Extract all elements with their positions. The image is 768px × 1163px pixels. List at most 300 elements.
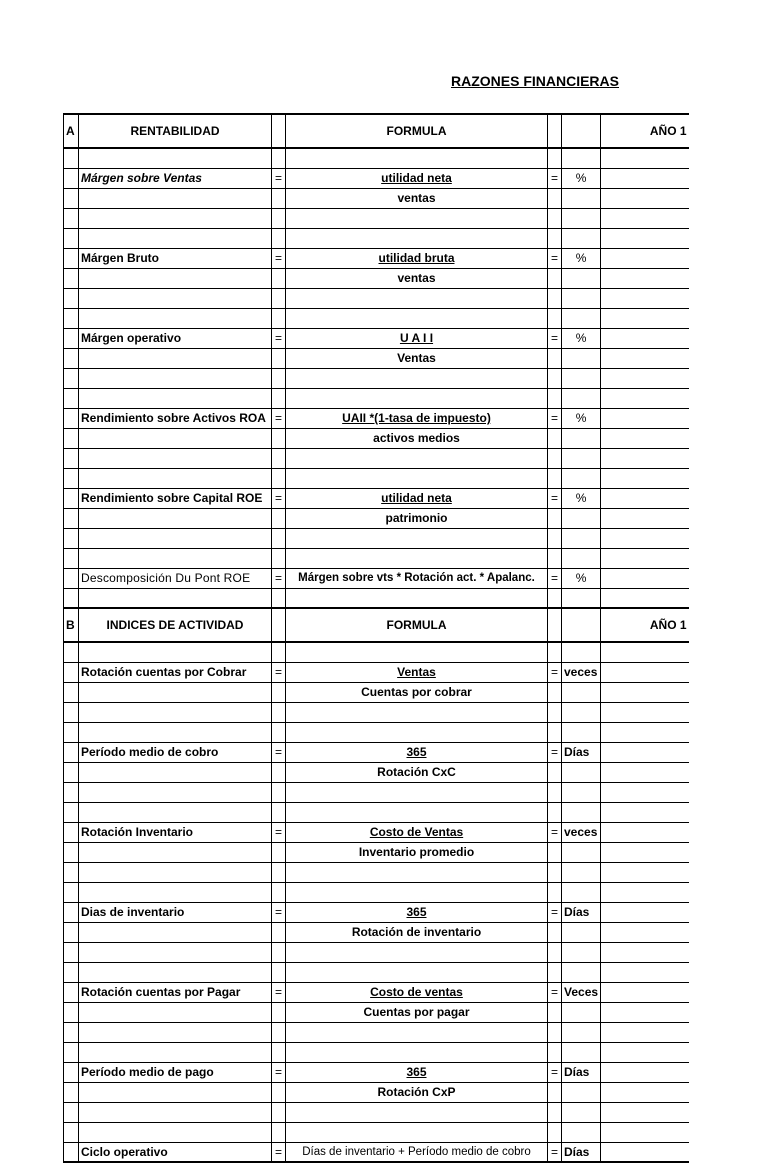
formula-heading[interactable]: FORMULA xyxy=(286,608,548,642)
sheet-cell[interactable] xyxy=(272,922,286,942)
sheet-cell[interactable] xyxy=(548,608,562,642)
sheet-cell[interactable] xyxy=(286,588,548,608)
sheet-cell[interactable] xyxy=(562,782,601,802)
sheet-cell[interactable] xyxy=(562,702,601,722)
sheet-cell[interactable] xyxy=(79,528,272,548)
ratio-unit[interactable]: Días xyxy=(562,902,601,922)
ratio-formula[interactable]: Días de inventario + Período medio de cobro xyxy=(286,1142,548,1162)
sheet-cell[interactable] xyxy=(562,588,601,608)
sheet-cell[interactable] xyxy=(64,468,79,488)
sheet-cell[interactable] xyxy=(601,762,689,782)
sheet-cell[interactable] xyxy=(548,762,562,782)
ratio-denominator[interactable]: patrimonio xyxy=(286,508,548,528)
sheet-cell[interactable] xyxy=(548,802,562,822)
ratio-denominator[interactable]: Ventas xyxy=(286,348,548,368)
sheet-cell[interactable] xyxy=(272,682,286,702)
ratio-name[interactable]: Rendimiento sobre Capital ROE xyxy=(79,488,272,508)
sheet-cell[interactable] xyxy=(562,528,601,548)
sheet-cell[interactable] xyxy=(79,1002,272,1022)
ratio-denominator[interactable]: Rotación de inventario xyxy=(286,922,548,942)
sheet-cell[interactable] xyxy=(548,782,562,802)
sheet-cell[interactable] xyxy=(601,882,689,902)
sheet-cell[interactable] xyxy=(562,268,601,288)
sheet-cell[interactable] xyxy=(286,368,548,388)
year-value[interactable] xyxy=(601,328,689,348)
sheet-cell[interactable] xyxy=(79,962,272,982)
sheet-cell[interactable] xyxy=(548,1002,562,1022)
ratio-numerator[interactable]: 365 xyxy=(286,902,548,922)
sheet-cell[interactable] xyxy=(562,428,601,448)
sheet-cell[interactable] xyxy=(79,642,272,662)
sheet-cell[interactable] xyxy=(272,762,286,782)
sheet-cell[interactable] xyxy=(562,802,601,822)
sheet-cell[interactable] xyxy=(548,368,562,388)
ratio-unit[interactable]: Días xyxy=(562,1062,601,1082)
sheet-cell[interactable] xyxy=(548,702,562,722)
sheet-cell[interactable] xyxy=(548,842,562,862)
sheet-cell[interactable] xyxy=(64,348,79,368)
sheet-cell[interactable] xyxy=(64,1062,79,1082)
sheet-cell[interactable] xyxy=(562,188,601,208)
sheet-cell[interactable] xyxy=(79,1082,272,1102)
sheet-cell[interactable] xyxy=(562,1042,601,1062)
sheet-cell[interactable] xyxy=(79,842,272,862)
sheet-cell[interactable] xyxy=(286,782,548,802)
equals-sign[interactable]: = xyxy=(272,1142,286,1162)
sheet-cell[interactable] xyxy=(562,1082,601,1102)
sheet-cell[interactable] xyxy=(286,228,548,248)
ratio-name[interactable]: Márgen Bruto xyxy=(79,248,272,268)
sheet-cell[interactable] xyxy=(601,722,689,742)
sheet-cell[interactable] xyxy=(272,588,286,608)
sheet-cell[interactable] xyxy=(79,588,272,608)
sheet-cell[interactable] xyxy=(601,308,689,328)
ratio-denominator[interactable]: Cuentas por pagar xyxy=(286,1002,548,1022)
sheet-cell[interactable] xyxy=(548,188,562,208)
equals-sign[interactable]: = xyxy=(548,1142,562,1162)
sheet-cell[interactable] xyxy=(286,528,548,548)
ratio-unit[interactable]: % xyxy=(562,168,601,188)
sheet-cell[interactable] xyxy=(79,862,272,882)
sheet-cell[interactable] xyxy=(64,1142,79,1162)
sheet-cell[interactable] xyxy=(64,508,79,528)
sheet-cell[interactable] xyxy=(64,802,79,822)
sheet-cell[interactable] xyxy=(64,1102,79,1122)
sheet-cell[interactable] xyxy=(64,1002,79,1022)
sheet-cell[interactable] xyxy=(286,1042,548,1062)
sheet-cell[interactable] xyxy=(79,308,272,328)
sheet-cell[interactable] xyxy=(601,548,689,568)
sheet-cell[interactable] xyxy=(562,642,601,662)
sheet-cell[interactable] xyxy=(272,548,286,568)
sheet-cell[interactable] xyxy=(272,942,286,962)
sheet-cell[interactable] xyxy=(548,148,562,168)
equals-sign[interactable]: = xyxy=(548,568,562,588)
ratio-denominator[interactable]: Rotación CxC xyxy=(286,762,548,782)
sheet-cell[interactable] xyxy=(79,762,272,782)
year-value[interactable] xyxy=(601,982,689,1002)
sheet-cell[interactable] xyxy=(272,608,286,642)
year-value[interactable] xyxy=(601,568,689,588)
ratio-unit[interactable]: % xyxy=(562,488,601,508)
sheet-cell[interactable] xyxy=(286,208,548,228)
sheet-cell[interactable] xyxy=(64,288,79,308)
sheet-cell[interactable] xyxy=(64,782,79,802)
ratio-unit[interactable]: veces xyxy=(562,662,601,682)
ratio-unit[interactable]: % xyxy=(562,248,601,268)
ratio-unit[interactable]: % xyxy=(562,408,601,428)
ratio-name[interactable]: Dias de inventario xyxy=(79,902,272,922)
sheet-cell[interactable] xyxy=(601,642,689,662)
sheet-cell[interactable] xyxy=(562,468,601,488)
sheet-cell[interactable] xyxy=(64,428,79,448)
sheet-cell[interactable] xyxy=(601,588,689,608)
sheet-cell[interactable] xyxy=(64,842,79,862)
equals-sign[interactable]: = xyxy=(548,168,562,188)
ratio-unit[interactable]: % xyxy=(562,568,601,588)
sheet-cell[interactable] xyxy=(272,528,286,548)
sheet-cell[interactable] xyxy=(272,228,286,248)
sheet-cell[interactable] xyxy=(548,268,562,288)
sheet-cell[interactable] xyxy=(79,468,272,488)
ratio-name[interactable]: Ciclo operativo xyxy=(79,1142,272,1162)
sheet-cell[interactable] xyxy=(286,1102,548,1122)
sheet-cell[interactable] xyxy=(548,208,562,228)
year-value[interactable] xyxy=(601,902,689,922)
sheet-cell[interactable] xyxy=(548,348,562,368)
sheet-cell[interactable] xyxy=(286,1122,548,1142)
sheet-cell[interactable] xyxy=(286,388,548,408)
sheet-cell[interactable] xyxy=(79,782,272,802)
sheet-cell[interactable] xyxy=(272,1022,286,1042)
sheet-cell[interactable] xyxy=(562,548,601,568)
sheet-cell[interactable] xyxy=(64,982,79,1002)
sheet-cell[interactable] xyxy=(272,1082,286,1102)
sheet-cell[interactable] xyxy=(79,428,272,448)
sheet-cell[interactable] xyxy=(601,228,689,248)
sheet-cell[interactable] xyxy=(562,448,601,468)
sheet-cell[interactable] xyxy=(64,588,79,608)
equals-sign[interactable]: = xyxy=(548,328,562,348)
sheet-cell[interactable] xyxy=(601,1022,689,1042)
sheet-cell[interactable] xyxy=(64,1082,79,1102)
sheet-cell[interactable] xyxy=(272,642,286,662)
sheet-cell[interactable] xyxy=(272,782,286,802)
sheet-cell[interactable] xyxy=(64,922,79,942)
sheet-cell[interactable] xyxy=(548,388,562,408)
ratio-numerator[interactable]: 365 xyxy=(286,742,548,762)
ratio-unit[interactable]: % xyxy=(562,328,601,348)
sheet-cell[interactable] xyxy=(562,962,601,982)
sheet-cell[interactable] xyxy=(272,468,286,488)
sheet-cell[interactable] xyxy=(64,168,79,188)
sheet-cell[interactable] xyxy=(562,762,601,782)
sheet-cell[interactable] xyxy=(272,188,286,208)
equals-sign[interactable]: = xyxy=(548,1062,562,1082)
sheet-cell[interactable] xyxy=(548,1022,562,1042)
equals-sign[interactable]: = xyxy=(548,248,562,268)
sheet-cell[interactable] xyxy=(272,428,286,448)
year-heading[interactable]: AÑO 1 xyxy=(601,114,689,148)
sheet-cell[interactable] xyxy=(79,288,272,308)
ratio-name[interactable]: Márgen operativo xyxy=(79,328,272,348)
sheet-cell[interactable] xyxy=(79,548,272,568)
sheet-cell[interactable] xyxy=(548,588,562,608)
sheet-cell[interactable] xyxy=(286,448,548,468)
year-value[interactable] xyxy=(601,822,689,842)
sheet-cell[interactable] xyxy=(286,722,548,742)
formula-heading[interactable]: FORMULA xyxy=(286,114,548,148)
sheet-cell[interactable] xyxy=(601,528,689,548)
equals-sign[interactable]: = xyxy=(272,662,286,682)
sheet-cell[interactable] xyxy=(601,288,689,308)
sheet-cell[interactable] xyxy=(548,722,562,742)
equals-sign[interactable]: = xyxy=(548,902,562,922)
sheet-cell[interactable] xyxy=(64,568,79,588)
ratio-unit[interactable]: veces xyxy=(562,822,601,842)
sheet-cell[interactable] xyxy=(64,368,79,388)
section-letter[interactable]: B xyxy=(64,608,79,642)
sheet-cell[interactable] xyxy=(601,468,689,488)
sheet-cell[interactable] xyxy=(64,1022,79,1042)
year-value[interactable] xyxy=(601,742,689,762)
sheet-cell[interactable] xyxy=(562,1102,601,1122)
sheet-cell[interactable] xyxy=(79,942,272,962)
ratio-unit[interactable]: Días xyxy=(562,742,601,762)
equals-sign[interactable]: = xyxy=(272,408,286,428)
sheet-cell[interactable] xyxy=(79,188,272,208)
sheet-cell[interactable] xyxy=(64,662,79,682)
sheet-cell[interactable] xyxy=(286,308,548,328)
sheet-cell[interactable] xyxy=(64,188,79,208)
ratio-name[interactable]: Período medio de cobro xyxy=(79,742,272,762)
sheet-cell[interactable] xyxy=(562,1022,601,1042)
sheet-cell[interactable] xyxy=(601,862,689,882)
ratio-numerator[interactable]: utilidad bruta xyxy=(286,248,548,268)
year-value[interactable] xyxy=(601,488,689,508)
sheet-cell[interactable] xyxy=(548,548,562,568)
sheet-cell[interactable] xyxy=(601,1122,689,1142)
sheet-cell[interactable] xyxy=(562,862,601,882)
sheet-cell[interactable] xyxy=(548,508,562,528)
sheet-cell[interactable] xyxy=(601,1042,689,1062)
ratio-unit[interactable]: Días xyxy=(562,1142,601,1162)
sheet-cell[interactable] xyxy=(64,228,79,248)
equals-sign[interactable]: = xyxy=(548,408,562,428)
sheet-cell[interactable] xyxy=(548,862,562,882)
sheet-cell[interactable] xyxy=(548,882,562,902)
sheet-cell[interactable] xyxy=(548,288,562,308)
sheet-cell[interactable] xyxy=(562,1122,601,1142)
sheet-cell[interactable] xyxy=(64,488,79,508)
sheet-cell[interactable] xyxy=(601,348,689,368)
sheet-cell[interactable] xyxy=(272,208,286,228)
year-value[interactable] xyxy=(601,1142,689,1162)
sheet-cell[interactable] xyxy=(286,702,548,722)
sheet-cell[interactable] xyxy=(562,1002,601,1022)
ratio-denominator[interactable]: Inventario promedio xyxy=(286,842,548,862)
ratio-name[interactable]: Rotación Inventario xyxy=(79,822,272,842)
sheet-cell[interactable] xyxy=(64,822,79,842)
sheet-cell[interactable] xyxy=(64,862,79,882)
sheet-cell[interactable] xyxy=(79,922,272,942)
sheet-cell[interactable] xyxy=(601,368,689,388)
sheet-cell[interactable] xyxy=(272,962,286,982)
sheet-cell[interactable] xyxy=(64,388,79,408)
sheet-cell[interactable] xyxy=(286,802,548,822)
sheet-cell[interactable] xyxy=(562,882,601,902)
sheet-cell[interactable] xyxy=(79,1042,272,1062)
sheet-cell[interactable] xyxy=(272,702,286,722)
sheet-cell[interactable] xyxy=(272,348,286,368)
sheet-cell[interactable] xyxy=(64,248,79,268)
sheet-cell[interactable] xyxy=(272,508,286,528)
ratio-denominator[interactable]: activos medios xyxy=(286,428,548,448)
sheet-cell[interactable] xyxy=(286,862,548,882)
ratio-numerator[interactable]: UAII *(1-tasa de impuesto) xyxy=(286,408,548,428)
ratio-numerator[interactable]: Ventas xyxy=(286,662,548,682)
sheet-cell[interactable] xyxy=(601,942,689,962)
sheet-cell[interactable] xyxy=(601,962,689,982)
ratio-numerator[interactable]: U A I I xyxy=(286,328,548,348)
sheet-cell[interactable] xyxy=(548,448,562,468)
sheet-cell[interactable] xyxy=(548,468,562,488)
sheet-cell[interactable] xyxy=(601,208,689,228)
sheet-cell[interactable] xyxy=(601,268,689,288)
sheet-cell[interactable] xyxy=(548,1102,562,1122)
equals-sign[interactable]: = xyxy=(272,822,286,842)
equals-sign[interactable]: = xyxy=(548,982,562,1002)
sheet-cell[interactable] xyxy=(79,722,272,742)
sheet-cell[interactable] xyxy=(548,962,562,982)
sheet-cell[interactable] xyxy=(64,1042,79,1062)
equals-sign[interactable]: = xyxy=(548,662,562,682)
sheet-cell[interactable] xyxy=(64,208,79,228)
sheet-cell[interactable] xyxy=(286,548,548,568)
sheet-cell[interactable] xyxy=(601,148,689,168)
sheet-cell[interactable] xyxy=(272,308,286,328)
sheet-cell[interactable] xyxy=(562,368,601,388)
sheet-cell[interactable] xyxy=(601,1102,689,1122)
sheet-cell[interactable] xyxy=(286,468,548,488)
sheet-cell[interactable] xyxy=(64,148,79,168)
year-value[interactable] xyxy=(601,662,689,682)
equals-sign[interactable]: = xyxy=(272,902,286,922)
year-value[interactable] xyxy=(601,1062,689,1082)
sheet-cell[interactable] xyxy=(64,528,79,548)
sheet-cell[interactable] xyxy=(562,388,601,408)
ratio-name[interactable]: Márgen sobre Ventas xyxy=(79,168,272,188)
sheet-cell[interactable] xyxy=(64,722,79,742)
sheet-cell[interactable] xyxy=(79,208,272,228)
year-value[interactable] xyxy=(601,168,689,188)
ratio-name[interactable]: Rotación cuentas por Cobrar xyxy=(79,662,272,682)
sheet-cell[interactable] xyxy=(548,942,562,962)
sheet-cell[interactable] xyxy=(64,742,79,762)
sheet-cell[interactable] xyxy=(64,942,79,962)
sheet-cell[interactable] xyxy=(562,228,601,248)
sheet-cell[interactable] xyxy=(601,922,689,942)
sheet-cell[interactable] xyxy=(601,1082,689,1102)
ratio-denominator[interactable]: Rotación CxP xyxy=(286,1082,548,1102)
sheet-cell[interactable] xyxy=(79,702,272,722)
sheet-cell[interactable] xyxy=(548,1082,562,1102)
sheet-cell[interactable] xyxy=(286,148,548,168)
sheet-cell[interactable] xyxy=(79,802,272,822)
sheet-cell[interactable] xyxy=(64,268,79,288)
ratio-numerator[interactable]: utilidad neta xyxy=(286,168,548,188)
sheet-cell[interactable] xyxy=(272,388,286,408)
equals-sign[interactable]: = xyxy=(272,982,286,1002)
section-heading[interactable]: INDICES DE ACTIVIDAD xyxy=(79,608,272,642)
sheet-cell[interactable] xyxy=(562,208,601,228)
sheet-cell[interactable] xyxy=(79,882,272,902)
ratio-denominator[interactable]: ventas xyxy=(286,268,548,288)
sheet-cell[interactable] xyxy=(64,328,79,348)
sheet-cell[interactable] xyxy=(79,348,272,368)
sheet-cell[interactable] xyxy=(64,902,79,922)
ratio-name[interactable]: Período medio de pago xyxy=(79,1062,272,1082)
sheet-cell[interactable] xyxy=(64,1122,79,1142)
ratio-denominator[interactable]: Cuentas por cobrar xyxy=(286,682,548,702)
ratio-name[interactable]: Rendimiento sobre Activos ROA xyxy=(79,408,272,428)
sheet-cell[interactable] xyxy=(286,288,548,308)
sheet-cell[interactable] xyxy=(272,722,286,742)
sheet-cell[interactable] xyxy=(562,288,601,308)
sheet-cell[interactable] xyxy=(562,348,601,368)
sheet-cell[interactable] xyxy=(272,862,286,882)
sheet-cell[interactable] xyxy=(79,148,272,168)
sheet-cell[interactable] xyxy=(601,388,689,408)
sheet-cell[interactable] xyxy=(79,1102,272,1122)
sheet-cell[interactable] xyxy=(286,882,548,902)
sheet-cell[interactable] xyxy=(548,308,562,328)
sheet-cell[interactable] xyxy=(272,448,286,468)
sheet-cell[interactable] xyxy=(562,722,601,742)
sheet-cell[interactable] xyxy=(272,1002,286,1022)
equals-sign[interactable]: = xyxy=(272,742,286,762)
sheet-cell[interactable] xyxy=(64,882,79,902)
sheet-cell[interactable] xyxy=(548,228,562,248)
equals-sign[interactable]: = xyxy=(272,248,286,268)
sheet-cell[interactable] xyxy=(601,842,689,862)
sheet-cell[interactable] xyxy=(79,508,272,528)
sheet-cell[interactable] xyxy=(548,1042,562,1062)
sheet-cell[interactable] xyxy=(562,942,601,962)
sheet-cell[interactable] xyxy=(548,642,562,662)
sheet-cell[interactable] xyxy=(64,642,79,662)
sheet-cell[interactable] xyxy=(272,368,286,388)
sheet-cell[interactable] xyxy=(272,288,286,308)
section-letter[interactable]: A xyxy=(64,114,79,148)
sheet-cell[interactable] xyxy=(64,448,79,468)
sheet-cell[interactable] xyxy=(79,1122,272,1142)
equals-sign[interactable]: = xyxy=(548,488,562,508)
sheet-cell[interactable] xyxy=(79,1022,272,1042)
sheet-cell[interactable] xyxy=(64,702,79,722)
ratio-numerator[interactable]: Costo de Ventas xyxy=(286,822,548,842)
sheet-cell[interactable] xyxy=(272,802,286,822)
sheet-cell[interactable] xyxy=(286,962,548,982)
equals-sign[interactable]: = xyxy=(272,568,286,588)
ratio-name[interactable]: Descomposición Du Pont ROE xyxy=(79,568,272,588)
sheet-cell[interactable] xyxy=(79,228,272,248)
sheet-cell[interactable] xyxy=(548,114,562,148)
sheet-cell[interactable] xyxy=(601,702,689,722)
equals-sign[interactable]: = xyxy=(272,488,286,508)
ratio-formula[interactable]: Márgen sobre vts * Rotación act. * Apalanc. xyxy=(286,568,548,588)
equals-sign[interactable]: = xyxy=(272,1062,286,1082)
